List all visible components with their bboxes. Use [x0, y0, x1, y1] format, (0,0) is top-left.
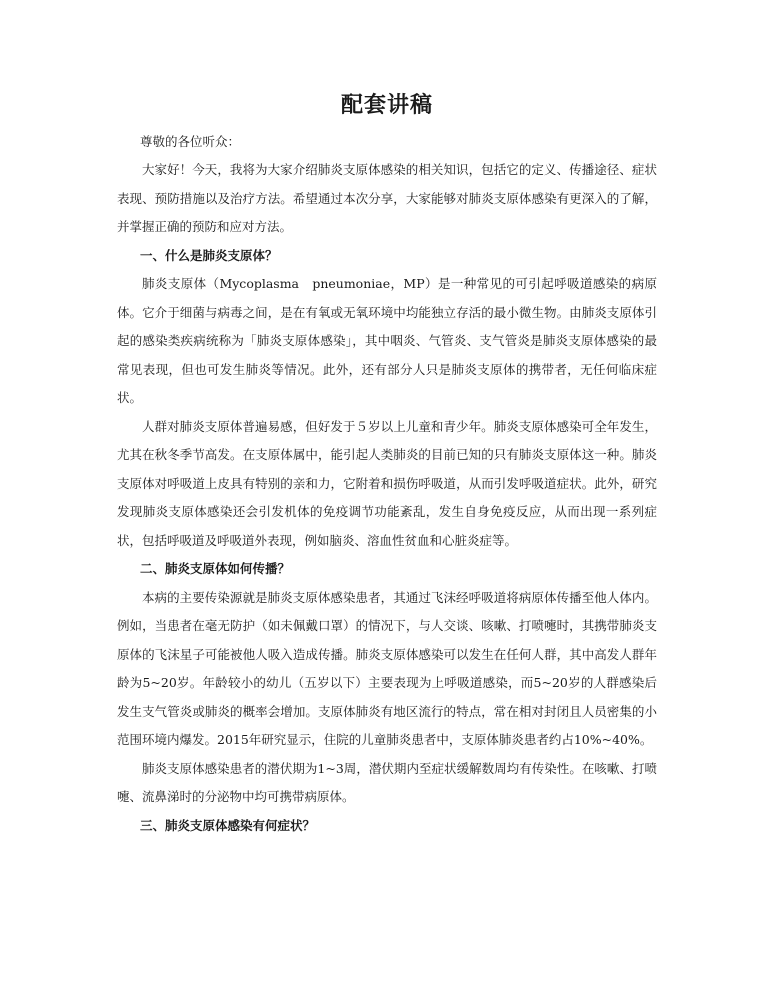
section2-paragraph-2: 肺炎支原体感染患者的潜伏期为1~3周，潜伏期内至症状缓解数周均有传染性。在咳嗽、打喷嚏、流鼻涕时的分泌物中均可携带病原体。	[117, 760, 657, 804]
section-heading-transmission: 二、肺炎支原体如何传播？	[140, 561, 291, 576]
section-heading-symptoms: 三、肺炎支原体感染有何症状？	[140, 817, 316, 833]
intro-paragraph: 大家好！今天，我将为大家介绍肺炎支原体感染的相关知识，包括它的定义、传播途径、症状表现、预防措施以及治疗方法。希望通过本次分享，大家能够对肺炎支原体感染有更深入的了解，并掌握正确的预防和应对方法。	[117, 162, 657, 234]
section1-paragraph-1: 肺炎支原体（Mycoplasma pneumoniae，MP）是一种常见的可引起呼吸道感染的病原体。它介于细菌与病毒之间，是在有氧或无氧环境中均能独立存活的最小微生物。由肺炎支原体引起的感染类疾病统称为「肺炎支原体感染」，其中咽炎、气管炎、支气管炎是肺炎支原体感染的最常见表现，但也可发生肺炎等情况。此外，还有部分人只是肺炎支原体的携带者，无任何临床症状。	[117, 276, 657, 405]
section-heading-what-is: 一、什么是肺炎支原体？	[140, 247, 278, 263]
page-title: 配套讲稿	[340, 92, 433, 118]
salutation: 尊敬的各位听众：	[140, 134, 241, 149]
section1-paragraph-2: 人群对肺炎支原体普遍易感，但好发于５岁以上儿童和青少年。肺炎支原体感染可全年发生，尤其在秋冬季节高发。在支原体属中，能引起人类肺炎的目前已知的只有肺炎支原体这一种。肺炎支原体对呼吸道上皮具有特别的亲和力，它附着和损伤呼吸道，从而引发呼吸道症状。此外，研究发现肺炎支原体感染还会引发机体的免疫调节功能紊乱，发生自身免疫反应，从而出现一系列症状，包括呼吸道及呼吸道外表现，例如脑炎、溶血性贫血和心脏炎症等。	[117, 418, 657, 548]
section2-paragraph-1: 本病的主要传染源就是肺炎支原体感染患者，其通过飞沫经呼吸道将病原体传播至他人体内。例如，当患者在毫无防护（如未佩戴口罩）的情况下，与人交谈、咳嗽、打喷嚏时，其携带肺炎支原体的飞沫星子可能被他人吸入造成传播。肺炎支原体感染可以发生在任何人群，其中高发人群年龄为5~20岁。年龄较小的幼儿（五岁以下）主要表现为上呼吸道感染，而5~20岁的人群感染后发生支气管炎或肺炎的概率会增加。支原体肺炎有地区流行的特点，常在相对封闭且人员密集的小范围环境内爆发。2015年研究显示，住院的儿童肺炎患者中，支原体肺炎患者约占10%~40%。	[117, 589, 657, 747]
document-page	[117, 0, 657, 840]
